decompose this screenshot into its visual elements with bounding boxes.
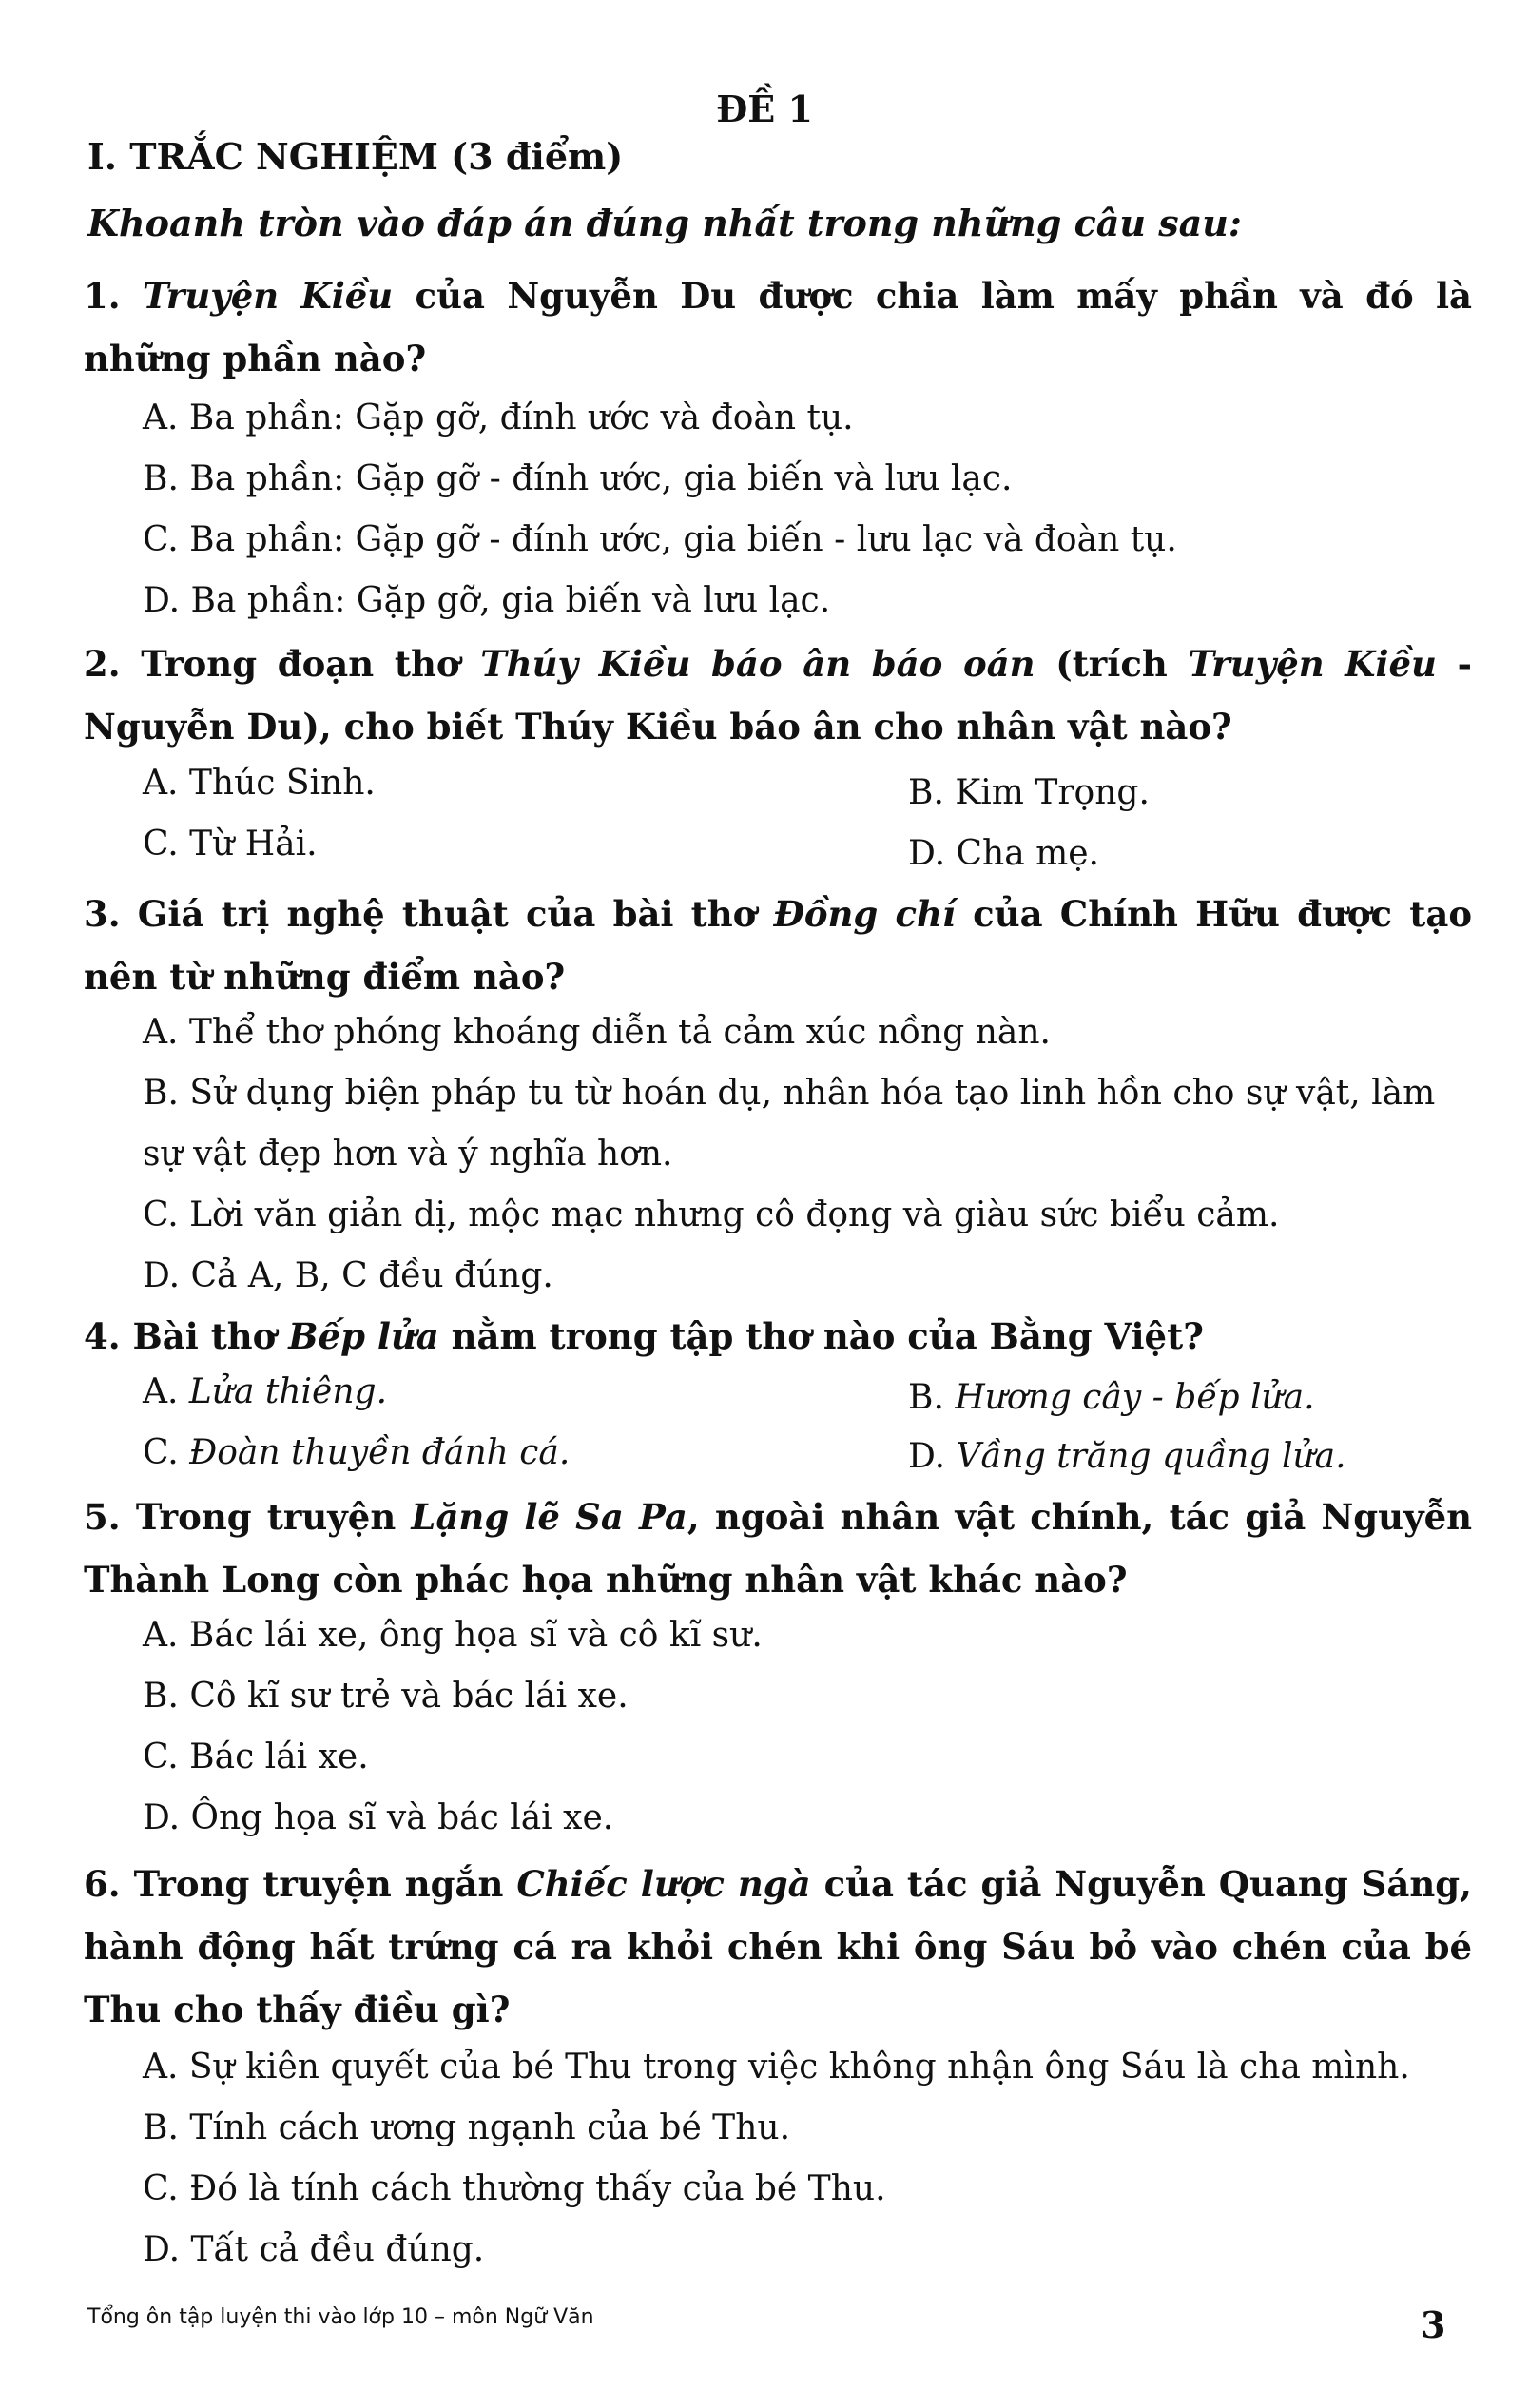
q3-option-a: A. Thể thơ phóng khoáng diễn tả cảm xúc nồng nàn. bbox=[143, 1013, 1052, 1052]
question-4: 4. Bài thơ Bếp lửa nằm trong tập thơ nào của Bằng Việt? bbox=[84, 1315, 1204, 1357]
q1-option-a: A. Ba phần: Gặp gỡ, đính ước và đoàn tụ. bbox=[143, 398, 854, 437]
q6-option-d: D. Tất cả đều đúng. bbox=[143, 2230, 485, 2269]
q3-option-d: D. Cả A, B, C đều đúng. bbox=[143, 1256, 553, 1295]
q4-option-d: D. Vầng trăng quầng lửa. bbox=[908, 1437, 1346, 1476]
q1-option-b: B. Ba phần: Gặp gỡ - đính ước, gia biến và lưu lạc. bbox=[143, 459, 1013, 498]
instruction: Khoanh tròn vào đáp án đúng nhất trong những câu sau: bbox=[87, 202, 1242, 244]
q5-option-a: A. Bác lái xe, ông họa sĩ và cô kĩ sư. bbox=[143, 1616, 763, 1655]
q1-option-c: C. Ba phần: Gặp gỡ - đính ước, gia biến - lưu lạc và đoàn tụ. bbox=[143, 520, 1177, 559]
question-5: 5. Trong truyện Lặng lẽ Sa Pa, ngoài nhân vật chính, tác giả Nguyễn Thành Long còn phác họa những nhân vật khác nào? bbox=[84, 1496, 1473, 1601]
q4-option-a: A. Lửa thiêng. bbox=[143, 1372, 388, 1411]
section-heading: I. TRẮC NGHIỆM (3 điểm) bbox=[87, 135, 624, 178]
question-1: 1. Truyện Kiều của Nguyễn Du được chia làm mấy phần và đó là những phần nào? bbox=[84, 275, 1473, 379]
q6-option-a: A. Sự kiên quyết của bé Thu trong việc không nhận ông Sáu là cha mình. bbox=[143, 2048, 1410, 2087]
question-3: 3. Giá trị nghệ thuật của bài thơ Đồng chí của Chính Hữu được tạo nên từ những điểm nào? bbox=[84, 893, 1472, 998]
question-2: 2. Trong đoạn thơ Thúy Kiều báo ân báo oán (trích Truyện Kiều - Nguyễn Du), cho biết Thúy Kiều báo ân cho nhân vật nào? bbox=[84, 643, 1472, 748]
q6-option-c: C. Đó là tính cách thường thấy của bé Thu. bbox=[143, 2169, 886, 2208]
q5-option-d: D. Ông họa sĩ và bác lái xe. bbox=[143, 1798, 614, 1837]
q5-option-b: B. Cô kĩ sư trẻ và bác lái xe. bbox=[143, 1677, 629, 1716]
q3-option-b: B. Sử dụng biện pháp tu từ hoán dụ, nhân hóa tạo linh hồn cho sự vật, làm sự vật đẹp hơn và ý nghĩa hơn. bbox=[143, 1074, 1436, 1174]
q6-option-b: B. Tính cách ương ngạnh của bé Thu. bbox=[143, 2108, 791, 2147]
book-footer: Tổng ôn tập luyện thi vào lớp 10 – môn Ngữ Văn bbox=[87, 2305, 594, 2329]
q4-option-b: B. Hương cây - bếp lửa. bbox=[908, 1378, 1315, 1417]
exam-title: ĐỀ 1 bbox=[716, 87, 813, 130]
q2-option-a: A. Thúc Sinh. bbox=[143, 764, 376, 803]
q4-option-c: C. Đoàn thuyền đánh cá. bbox=[143, 1433, 571, 1472]
q5-option-c: C. Bác lái xe. bbox=[143, 1738, 369, 1777]
question-6: 6. Trong truyện ngắn Chiếc lược ngà của tác giả Nguyễn Quang Sáng, hành động hất trứng cá ra khỏi chén khi ông Sáu bỏ vào chén của bé Thu cho thấy điều gì? bbox=[84, 1863, 1472, 2030]
q2-option-c: C. Từ Hải. bbox=[143, 825, 318, 864]
q2-option-d: D. Cha mẹ. bbox=[908, 834, 1099, 873]
q2-option-b: B. Kim Trọng. bbox=[908, 773, 1150, 812]
page-number: 3 bbox=[1421, 2303, 1446, 2346]
q1-option-d: D. Ba phần: Gặp gỡ, gia biến và lưu lạc. bbox=[143, 581, 831, 620]
q3-option-c: C. Lời văn giản dị, mộc mạc nhưng cô đọng và giàu sức biểu cảm. bbox=[143, 1195, 1280, 1234]
